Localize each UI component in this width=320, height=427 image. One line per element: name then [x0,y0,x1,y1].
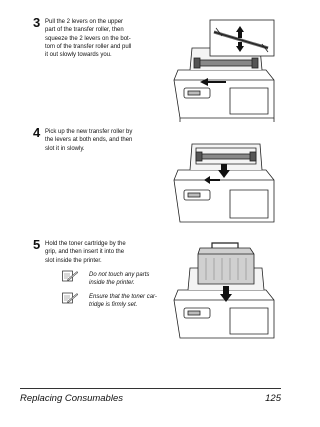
printer-transfer-roller-insert-illustration [170,128,278,228]
note-text: Ensure that the toner car- tridge is firmly set. [89,294,157,309]
footer-section-title: Replacing Consumables [20,393,123,404]
step-number: 4 [33,125,41,140]
printer-toner-cartridge-insert-illustration [170,240,278,342]
step-instruction: Pull the 2 levers on the upper part of the transfer roller, then squeeze the 2 levers on the bot- tom of the transfer roller and pull it out slowly towards you. [45,19,132,59]
step-instruction: Pick up the new transfer roller by the levers at both ends, and then slot it in slowly. [45,129,133,152]
printer-transfer-roller-removal-illustration [170,18,278,123]
note-text: Do not touch any parts inside the printer. [89,272,150,287]
page-number: 125 [265,393,281,404]
footer-divider [20,388,281,389]
step-number: 5 [33,237,41,252]
step-instruction: Hold the toner cartridge by the grip, and then insert it into the slot inside the printer. [45,241,126,264]
step-number: 3 [33,15,41,30]
note-pencil-icon [62,292,78,304]
note-pencil-icon [62,270,78,282]
